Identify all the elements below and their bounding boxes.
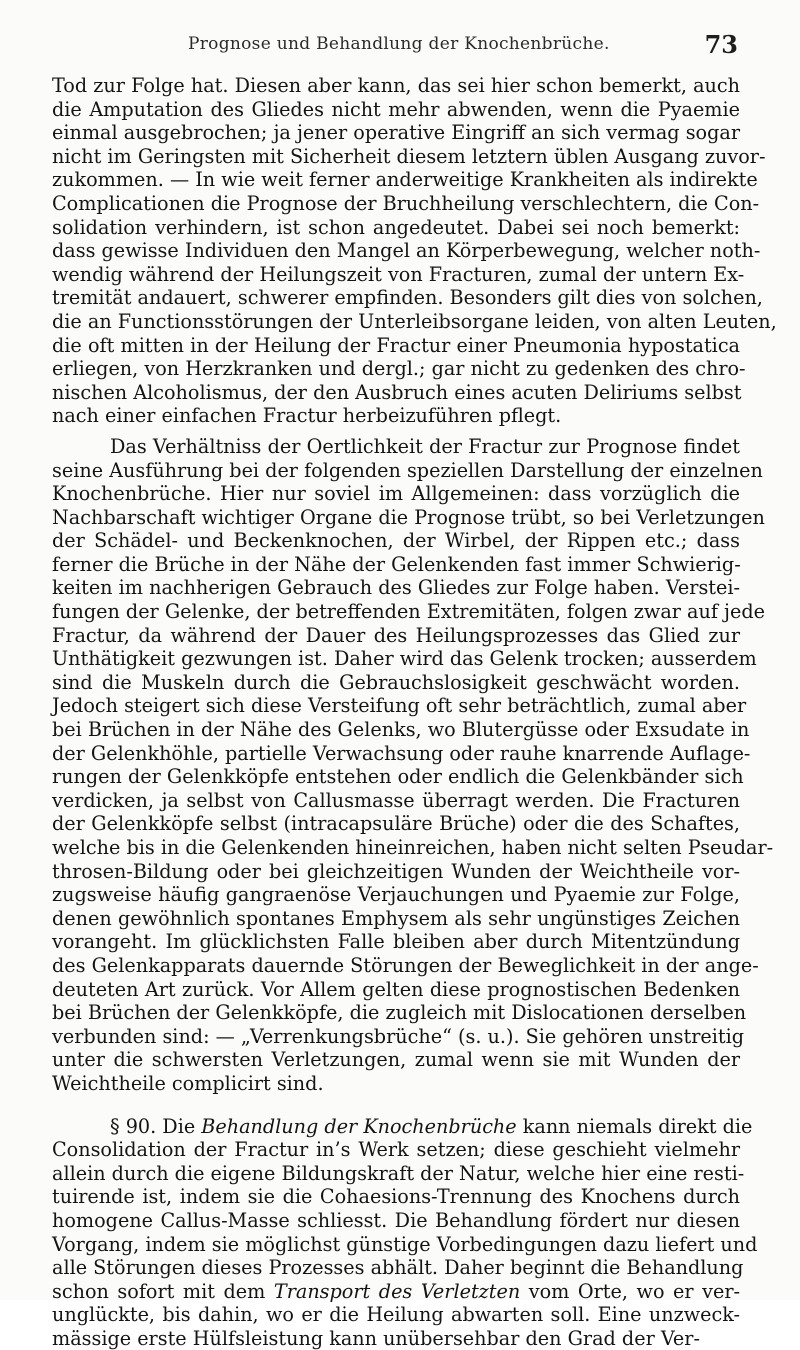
text-line: ferner die Brüche in der Nähe der Gelenkenden fast immer Schwierig- <box>52 552 741 576</box>
text-line: denen gewöhnlich spontanes Emphysem als sehr ungünstiges Zeichen <box>52 906 740 930</box>
text-line: vorangeht. Im glücklichsten Falle bleiben aber durch Mitentzündung <box>52 930 740 954</box>
text-line: § 90. Die Behandlung der Knochenbrüche kann niemals direkt die <box>110 1114 753 1138</box>
text-line: seine Ausführung bei der folgenden speziellen Darstellung der einzelnen <box>52 458 763 482</box>
text-line: homogene Callus-Masse schliesst. Die Behandlung fördert nur diesen <box>52 1208 740 1232</box>
text-line: Knochenbrüche. Hier nur soviel im Allgemeinen: dass vorzüglich die <box>52 482 740 506</box>
text-line: zugsweise häufig gangraenöse Verjauchungen und Pyaemie zur Folge, <box>52 883 740 907</box>
text-line: alle Störungen dieses Prozesses abhält. Daher beginnt die Behandlung <box>52 1256 744 1280</box>
text-line: Das Verhältniss der Oertlichkeit der Fractur zur Prognose findet <box>110 434 740 458</box>
text-line: nicht im Geringsten mit Sicherheit diesem letztern üblen Ausgang zuvor- <box>52 144 766 168</box>
text-line: Tod zur Folge hat. Diesen aber kann, das sei hier schon bemerkt, auch <box>52 74 740 97</box>
text-line: tremität andauert, schwerer empfinden. Besonders gilt dies von solchen, <box>52 286 763 310</box>
text-line: Complicationen die Prognose der Bruchheilung verschlechtern, die Con- <box>52 191 760 215</box>
text-line: verdicken, ja selbst von Callusmasse überragt werden. Die Fracturen <box>52 788 740 812</box>
text-line: des Gelenkapparats dauernde Störungen der Beweglichkeit in der ange- <box>52 953 759 977</box>
text-line: Fractur, da während der Dauer des Heilungsprozesses das Glied zur <box>52 623 740 647</box>
text-line: der Gelenkhöhle, partielle Verwachsung oder rauhe knarrende Auflage- <box>52 741 751 765</box>
text-line: unter die schwersten Verletzungen, zumal wenn sie mit Wunden der <box>52 1048 740 1072</box>
text-line: Jedoch steigert sich diese Versteifung oft sehr beträchtlich, zumal aber <box>52 694 747 718</box>
text-line: Weichtheile complicirt sind. <box>52 1071 324 1095</box>
text-line: sind die Muskeln durch die Gebrauchslosigkeit geschwächt worden. <box>52 670 740 694</box>
text-line: zukommen. — In wie weit ferner anderweitige Krankheiten als indirekte <box>52 168 758 192</box>
paragraph-prognosis-complications <box>52 74 777 428</box>
text-line: die Amputation des Gliedes nicht mehr abwenden, wenn die Pyaemie <box>52 97 740 121</box>
text-line: unglückte, bis dahin, wo er die Heilung abwarten soll. Eine unzweck- <box>52 1303 740 1327</box>
text-line: Nachbarschaft wichtiger Organe die Prognose trübt, so bei Verletzungen <box>52 505 765 529</box>
text-line: Vorgang, indem sie möglichst günstige Vorbedingungen dazu liefert und <box>52 1232 758 1256</box>
text-line: wendig während der Heilungszeit von Fracturen, zumal der untern Ex- <box>52 262 745 286</box>
paragraph-section-90-treatment <box>52 1114 758 1350</box>
text-line: tuirende ist, indem sie die Cohaesions-Trennung des Knochens durch <box>52 1185 740 1209</box>
text-line: rungen der Gelenkköpfe entstehen oder endlich die Gelenkbänder sich <box>52 765 744 789</box>
text-line: dass gewisse Individuen den Mangel an Körperbewegung, welcher noth- <box>52 239 761 263</box>
text-line: allein durch die eigene Bildungskraft der Natur, welche hier eine resti- <box>52 1161 745 1185</box>
page-body <box>52 74 777 1350</box>
text-line: solidation verhindern, ist schon angedeutet. Dabei sei noch bemerkt: <box>52 215 740 239</box>
text-line: keiten im nachherigen Gebrauch des Gliedes zur Folge haben. Verstei- <box>52 576 740 600</box>
text-line: erliegen, von Herzkranken und dergl.; gar nicht zu gedenken des chro- <box>52 357 746 381</box>
text-line: throsen-Bildung oder bei gleichzeitigen Wunden der Weichtheile vor- <box>52 859 740 883</box>
text-line: die an Functionsstörungen der Unterleibsorgane leiden, von alten Leuten, <box>52 309 777 333</box>
text-line: nach einer einfachen Fractur herbeizuführen pflegt. <box>52 404 562 428</box>
text-line: die oft mitten in der Heilung der Fractur einer Pneumonia hypostatica <box>52 333 740 357</box>
page-header <box>60 30 738 62</box>
text-line: mässige erste Hülfsleistung kann unübersehbar den Grad der Ver- <box>52 1326 700 1350</box>
text-line: der Schädel- und Beckenknochen, der Wirbel, der Rippen etc.; dass <box>52 529 740 553</box>
paragraph-fracture-location <box>52 434 774 1096</box>
text-line: der Gelenkköpfe selbst (intracapsuläre Brüche) oder die des Schaftes, <box>52 812 740 836</box>
text-line: verbunden sind: — „Verrenkungsbrüche“ (s. u.). Sie gehören unstreitig <box>52 1024 744 1048</box>
page-number: 73 <box>704 30 738 59</box>
text-line: Unthätigkeit gezwungen ist. Daher wird das Gelenk trocken; ausserdem <box>52 647 757 671</box>
text-line: einmal ausgebrochen; ja jener operative Eingriff an sich vermag sogar <box>52 121 740 145</box>
text-line: deuteten Art zurück. Vor Allem gelten diese prognostischen Bedenken <box>52 977 740 1001</box>
text-line: welche bis in die Gelenkenden hineinreichen, haben nicht selten Pseudar- <box>52 836 774 859</box>
text-line: fungen der Gelenke, der betreffenden Extremitäten, folgen zwar auf jede <box>52 600 765 624</box>
text-line: schon sofort mit dem Transport des Verletzten vom Orte, wo er ver- <box>52 1279 740 1303</box>
text-line: bei Brüchen der Gelenkköpfe, die zugleich mit Dislocationen derselben <box>52 1001 747 1025</box>
running-title: Prognose und Behandlung der Knochenbrüche. <box>188 34 610 54</box>
text-line: bei Brüchen in der Nähe des Gelenks, wo Blutergüsse oder Exsudate in <box>52 718 750 742</box>
text-line: nischen Alcoholismus, der den Ausbruch eines acuten Deliriums selbst <box>52 380 742 404</box>
text-line: Consolidation der Fractur in’s Werk setzen; diese geschieht vielmehr <box>52 1138 740 1162</box>
